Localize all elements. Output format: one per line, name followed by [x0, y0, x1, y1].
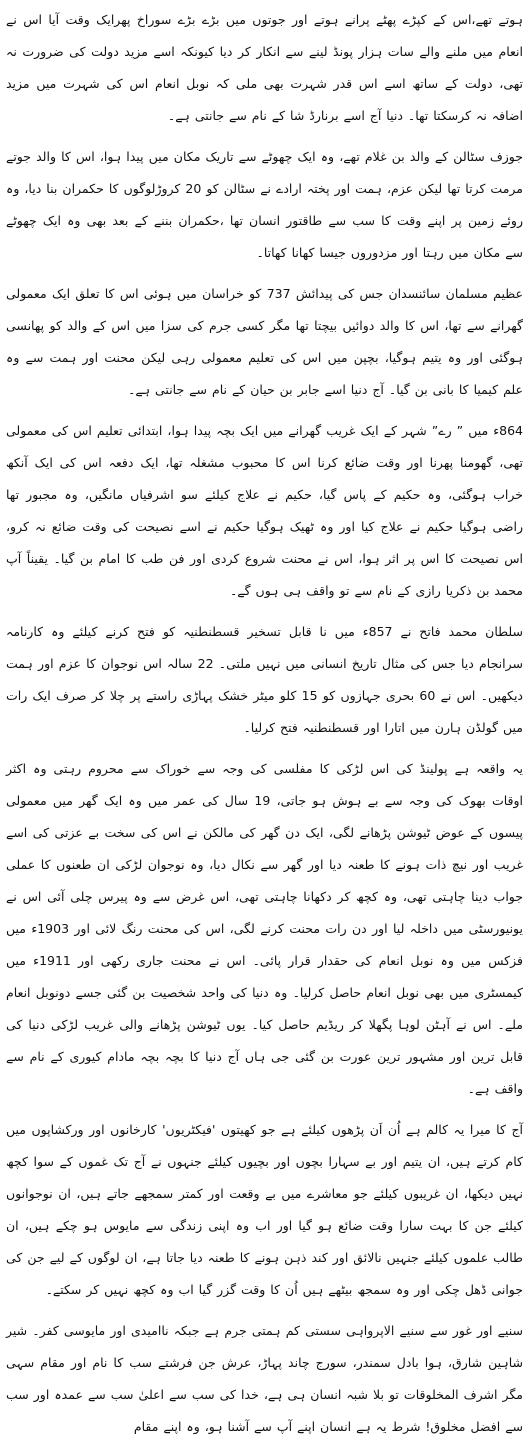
- paragraph-conclusion: سنیے اور غور سے سنیے الاپرواہی سستی کم ہمتی جرم ہے جبکہ ناامیدی اور مایوسی کفر۔ شیر شاہین شارق، ہوا بادل سمندر، سورج چاند پہاڑ، عرش جن فرشتے سب کا نام اور مقام سہی مگر اشرف المخلوقات تو بلا شبہ انسان ہی ہے، خدا کی سب سے اعلیٰ سب سے عمدہ اور سب سے افضل مخلوق! شرط یہ ہے انسان اپنے آپ سے آشنا ہو، وہ اپنے مقام: [6, 1323, 523, 1434]
- paragraph-bernard-shaw: ہوتے تھے،اس کے کپڑے پھٹے پرانے ہوتے اور جوتوں میں بڑے بڑے سوراخ پھرایک وقت آیا اس نے انعام میں ملنے والے سات ہزار پونڈ لینے سے انکار کر دیا کیونکہ اسے مزید دولت کی ضرورت نہ تھی، دولت کے ساتھ اسے اس قدر شہرت بھی ملی کہ نوبل انعام اس کی شہرت میں مزید اضافہ نہ کرسکتا تھا۔ دنیا آج اسے برنارڈ شا کے نام سے جانتی ہے۔: [6, 12, 523, 123]
- paragraph-sultan-mehmed: سلطان محمد فاتح نے 857ء میں نا قابل تسخیر قسطنطنیہ کو فتح کرنے کیلئے وہ کارنامہ سرانجام دیا جس کی مثال تاریخ انسانی میں نہیں ملتی۔ 22 سالہ اس نوجوان کا عزم اور ہمت دیکھیں۔ اس نے 60 بحری جہازوں کو 15 کلو میٹر خشک پہاڑی راستے پر چلا کر صرف ایک رات میں گولڈن ہارن میں اتارا اور قسطنطنیہ فتح کرلیا۔: [6, 624, 524, 735]
- paragraph-al-razi: 864ء میں ” رے” شہر کے ایک غریب گھرانے میں ایک بچہ پیدا ہوا، ابتدائی تعلیم اس کی معمولی تھی، گھومنا پھرنا اور وقت ضائع کرنا اس کا محبوب مشغلہ تھا، ایک دفعہ اس کی ایک آنکھ خراب ہوگئی، وہ حکیم کے پاس گیا، حکیم نے علاج کیلئے سو اشرفیاں مانگیں، وہ مجبور تھا راضی ہوگیا حکیم نے علاج کیا اور وہ ٹھیک ہوگیا حکیم نے اسے نصیحت کی وقت ضائع نہ کرو، اس نصیحت کا اس پر اثر ہوا، اس نے محنت شروع کردی اور فن طب کا امام بن گیا۔ یقیناً آپ محمد بن ذکریا رازی کے نام سے تو واقف ہی ہوں گے۔: [6, 423, 523, 598]
- paragraph-jabir-bin-hayyan: عظیم مسلمان سائنسدان جس کی پیدائش 737 کو خراسان میں ہوئی اس کا تعلق ایک معمولی گھرانے سے تھا، اس کا والد دوائیں بیچتا تھا مگر کسی جرم کی سزا میں اس کے والد کو پھانسی ہوگئی اور وہ یتیم ہوگیا، بچپن میں اس کی تعلیم معمولی رہی لیکن محنت اور ہمت سے وہ علم کیمیا کا بانی بن گیا۔ آج دنیا اسے جابر بن حیان کے نام سے جانتی ہے۔: [6, 286, 523, 397]
- paragraph-column-dedication: آج کا میرا یہ کالم ہے اُن اَن پڑھوں کیلئے ہے جو کھیتوں 'فیکٹریوں' کارخانوں اور ورکشاپوں میں کام کرتے ہیں، ان یتیم اور بے سہارا بچوں اور بچیوں کیلئے جنہوں نے آج تک غموں کے سوا کچھ نہیں دیکھا، ان غریبوں کیلئے جو معاشرے میں بے وقعت اور کمتر سمجھے جاتے ہیں، ان نوجوانوں کیلئے جن کا بہت سارا وقت ضائع ہو گیا اور اب وہ اپنی زندگی سے مایوس ہو چکے ہیں، ان طالب علموں کیلئے جنہیں نالائق اور کند ذہن ہونے کا طعنہ دیا جاتا ہے، ان لوگوں کے لیے جن کی جوانی ڈھل چکی اور وہ سمجھ بیٹھے ہیں اُن کا وقت گزر گیا اب وہ کچھ نہیں کر سکتے۔: [6, 1122, 523, 1297]
- paragraph-joseph-stalin: جوزف سٹالن کے والد بن غلام تھے، وہ ایک چھوٹے سے تاریک مکان میں پیدا ہوا، اس کا والد جوتے مرمت کرتا تھا لیکن عزم، ہمت اور پختہ ارادے نے سٹالن کو 20 کروڑلوگوں کا حکمران بنا دیا، وہ روئے زمین پر اپنے وقت کا سب سے طاقتور انسان تھا ،حکمران بننے کے بعد بھی وہ ایک چھوٹے سے مکان میں رہتا اور مزدوروں جیسا کھانا کھاتا۔: [6, 149, 523, 260]
- article-body: [6, 4, 523, 1443]
- paragraph-marie-curie: یہ واقعہ ہے پولینڈ کی اس لڑکی کا مفلسی کی وجہ سے خوراک سے محروم رہتی وہ اکثر اوقات بھوک کی وجہ سے بے ہوش ہو جاتی، 19 سال کی عمر میں وہ ایک گھر میں معمولی پیسوں کے عوض ٹیوشن پڑھانے لگی، ایک دن گھر کی مالکن نے اس کی سخت بے عزتی کی اسے غریب اور نیچ ذات ہونے کا طعنہ دیا اور گھر سے نکال دیا، وہ نوجوان لڑکی ان طعنوں کا عملی جواب دینا چاہتی تھی، وہ کچھ کر دکھانا چاہتی تھی، اس غرض سے وہ پیرس چلی آئی اس نے یونیورسٹی میں داخلہ لیا اور دن رات محنت کرنے لگی، اس کی محنت رنگ لائی اور 1903ء میں فزکس میں وہ نوبل انعام کی حقدار قرار پائی۔ اس نے محنت جاری رکھی اور 1911ء میں کیمسٹری میں بھی نوبل انعام حاصل کرلیا۔ وہ دنیا کی واحد شخصیت بن گئی جسے دونوبل انعام ملے۔ اس نے آہٹن لوہا پگھلا کر ریڈیم حاصل کیا۔ یوں ٹیوشن پڑھانے والی غریب لڑکی دنیا کی قابل ترین اور مشہور ترین عورت بن گئی جی ہاں آج دنیا کا بچہ بچہ مادام کیوری کے نام سے واقف ہے۔: [6, 761, 524, 1096]
